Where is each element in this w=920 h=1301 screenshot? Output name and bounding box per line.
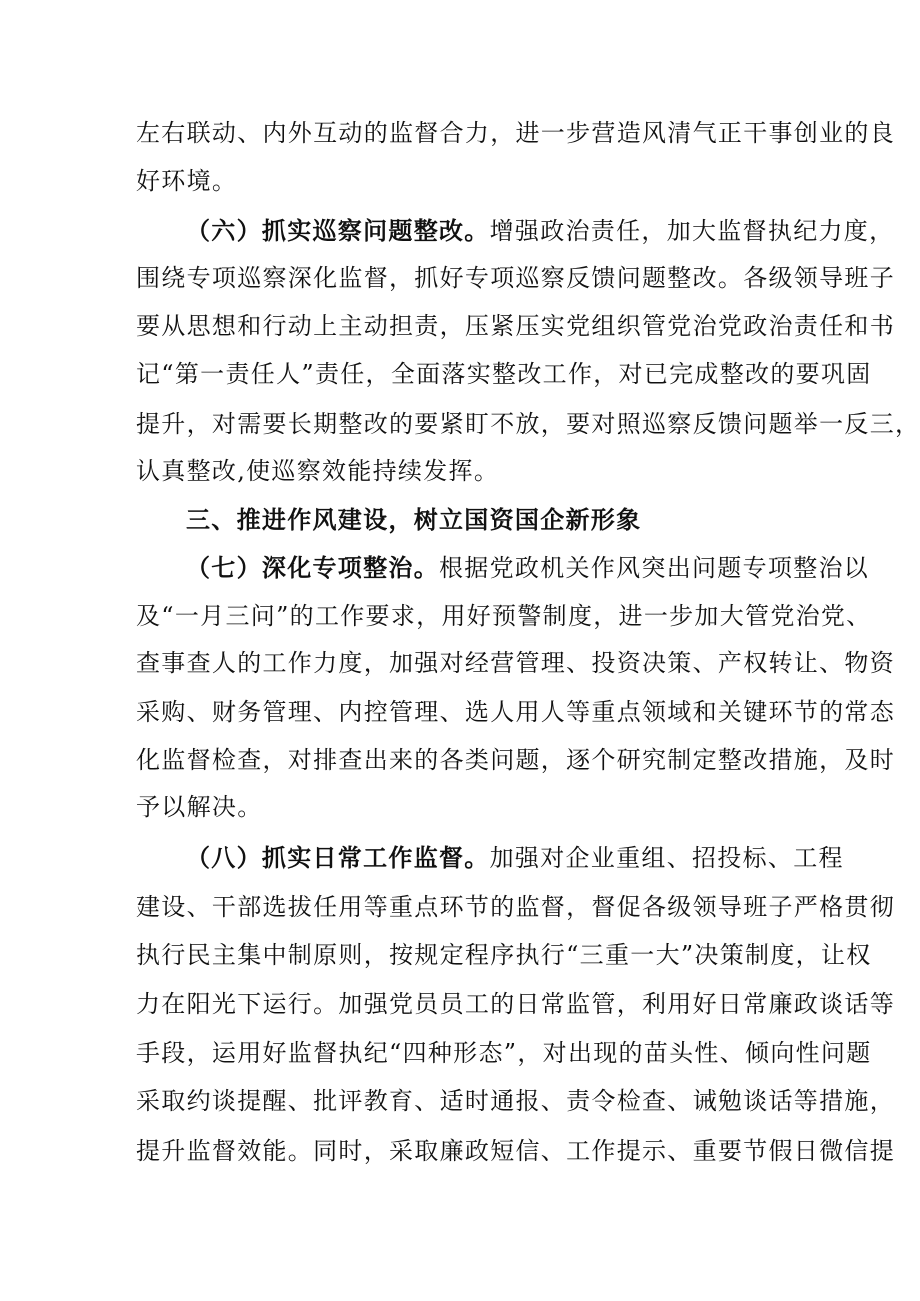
paragraph-7-first-line [0, 553, 920, 583]
section-heading: 三、推进作风建设，树立国资国企新形象 [186, 505, 642, 534]
paragraph-7-lead: （七）深化专项整治。 [186, 553, 439, 582]
paragraph-6-first-rest: 增强政治责任，加大监督执纪力度， [489, 217, 895, 245]
paragraph-6-lead: （六）抓实巡察问题整改。 [186, 216, 490, 245]
paragraph-line: 手段，运用好监督执纪“四种形态”，对出现的苗头性、倾向性问题 [136, 1039, 872, 1067]
paragraph-line: 围绕专项巡察深化监督，抓好专项巡察反馈问题整改。各级领导班子 [136, 264, 895, 292]
paragraph-8-first-line [0, 843, 920, 873]
paragraph-line: 提升，对需要长期整改的要紧盯不放，要对照巡察反馈问题举一反三， [136, 410, 920, 438]
paragraph-line: 要从思想和行动上主动担责，压紧压实党组织管党治党政治责任和书 [136, 312, 895, 340]
paragraph-line: 及“一月三问”的工作要求，用好预警制度，进一步加大管党治党、 [136, 602, 872, 630]
paragraph-7-first-rest: 根据党政机关作风突出问题专项整治以 [439, 554, 870, 582]
paragraph-line: 予以解决。 [136, 793, 263, 821]
paragraph-6-first-line [0, 216, 920, 246]
paragraph-line: 建设、干部选拔任用等重点环节的监督，督促各级领导班子严格贯彻 [136, 893, 895, 921]
paragraph-line: 记“第一责任人”责任，全面落实整改工作，对已完成整改的要巩固 [136, 360, 872, 388]
paragraph-line: 认真整改,使巡察效能持续发挥。 [136, 457, 500, 485]
paragraph-line: 查事查人的工作力度，加强对经营管理、投资决策、产权转让、物资 [136, 649, 895, 677]
paragraph-line: 采购、财务管理、内控管理、选人用人等重点领域和关键环节的常态 [136, 698, 895, 726]
paragraph-line: 左右联动、内外互动的监督合力，进一步营造风清气正干事创业的良 [136, 119, 895, 147]
paragraph-line: 执行民主集中制原则，按规定程序执行“三重一大”决策制度，让权 [136, 941, 872, 969]
paragraph-line: 提升监督效能。同时，采取廉政短信、工作提示、重要节假日微信提 [136, 1137, 895, 1165]
paragraph-line: 化监督检查，对排查出来的各类问题，逐个研究制定整改措施，及时 [136, 746, 895, 774]
paragraph-8-first-rest: 加强对企业重组、招投标、工程 [489, 844, 844, 872]
paragraph-line: 力在阳光下运行。加强党员员工的日常监管，利用好日常廉政谈话等 [136, 990, 895, 1018]
paragraph-line: 好环境。 [136, 167, 238, 195]
paragraph-line: 采取约谈提醒、批评教育、适时通报、责令检查、诫勉谈话等措施， [136, 1087, 895, 1115]
paragraph-8-lead: （八）抓实日常工作监督。 [186, 843, 490, 872]
